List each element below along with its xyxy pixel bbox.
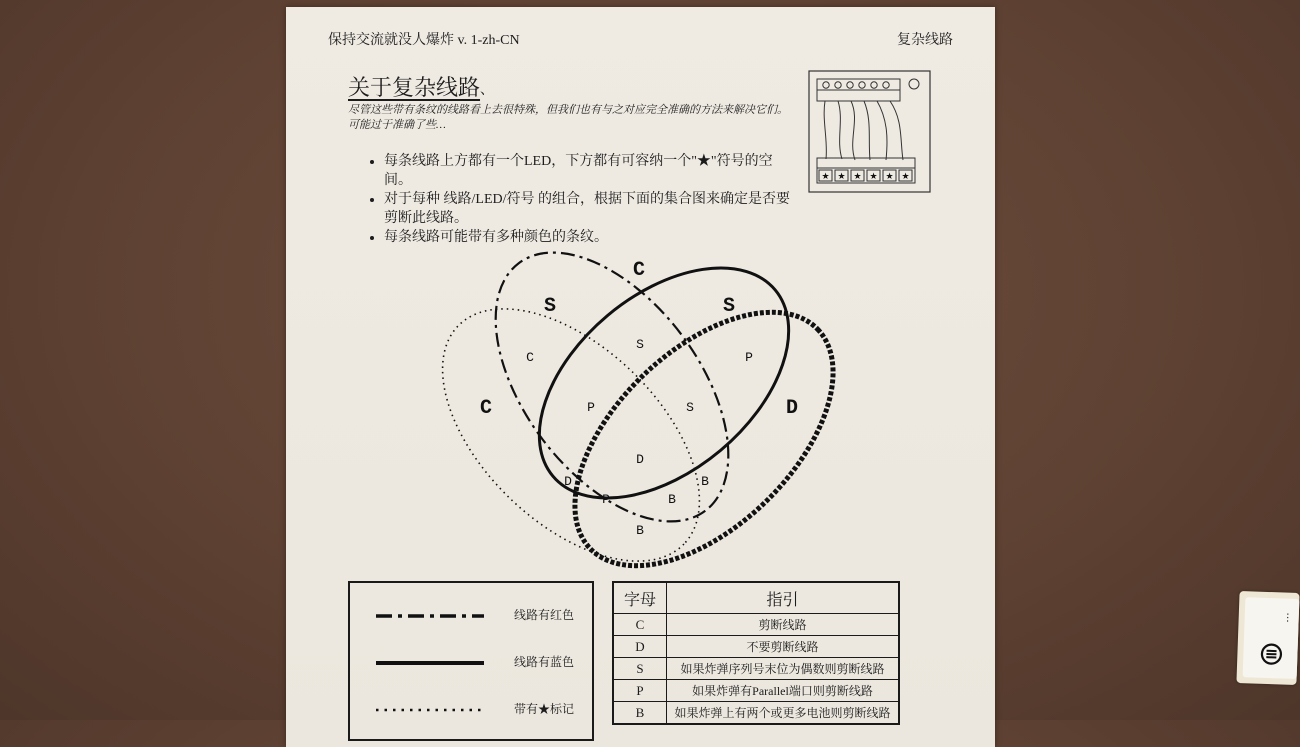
dash-dot-line-icon — [376, 614, 484, 618]
legend-box — [348, 581, 594, 741]
manual-title: 保持交流就没人爆炸 v. 1-zh-CN — [328, 33, 520, 48]
region-label: S — [543, 295, 557, 318]
rule-letter: D — [613, 636, 667, 658]
legend-label: 线路有蓝色 — [514, 655, 575, 669]
title-mark: 、 — [480, 82, 494, 98]
instruction-item: • 每条线路上方都有一个LED，下方都有可容纳一个"★"符号的空间。 — [384, 152, 796, 190]
region-label: C — [632, 259, 646, 282]
svg-text:★: ★ — [853, 172, 862, 182]
flavor-text: 尽管这些带有条纹的线路看上去很特殊，但我们也有与之对应完全准确的方法来解决它们。可能过于准确了些… — [348, 104, 788, 131]
side-card-face — [1243, 597, 1300, 679]
side-menu-card[interactable] — [1236, 591, 1299, 685]
section-title-text: 关于复杂线路 — [348, 75, 481, 100]
rule-instruction: 如果炸弹上有两个或更多电池则剪断线路 — [667, 702, 900, 725]
instruction-list — [364, 152, 796, 247]
region-label: P — [745, 350, 753, 365]
region-label: C — [526, 350, 534, 365]
table-row — [613, 702, 899, 725]
legend-label: 线路有红色 — [514, 608, 575, 622]
column-header-letter: 字母 — [613, 582, 667, 614]
rule-letter: S — [613, 658, 667, 680]
rule-letter: C — [613, 614, 667, 636]
led-set-outline — [529, 266, 879, 612]
svg-text:★: ★ — [837, 172, 846, 182]
region-label: P — [587, 400, 595, 415]
svg-text:★: ★ — [885, 172, 894, 182]
region-label: C — [479, 397, 493, 420]
rule-instruction: 如果炸弹有Parallel端口则剪断线路 — [667, 680, 900, 702]
solid-line-icon — [376, 661, 484, 665]
star-set-outline — [397, 263, 745, 608]
red-set-outline — [449, 211, 775, 563]
region-label: B — [668, 492, 676, 507]
rule-instruction: 不要剪断线路 — [667, 636, 900, 658]
instruction-item: • 每条线路可能带有多种颜色的条纹。 — [384, 228, 796, 247]
region-label: D — [636, 452, 644, 467]
rule-instruction: 如果炸弹序列号末位为偶数则剪断线路 — [667, 658, 900, 680]
region-label: B — [636, 523, 644, 538]
table-row — [613, 680, 899, 702]
complicated-wires-module-icon — [808, 70, 931, 193]
rules-table — [612, 581, 900, 725]
page-section: 复杂线路 — [897, 33, 953, 48]
region-label: D — [785, 397, 799, 420]
legend-item-red — [350, 600, 592, 630]
region-label: S — [686, 400, 694, 415]
column-header-instruction: 指引 — [667, 582, 900, 614]
rule-letter: B — [613, 702, 667, 725]
table-row — [613, 636, 899, 658]
table-row — [613, 614, 899, 636]
legend-item-blue — [350, 647, 592, 677]
card-dots: ⋮ — [1282, 612, 1293, 624]
rule-letter: P — [613, 680, 667, 702]
region-label: D — [564, 474, 572, 489]
table-row — [613, 658, 899, 680]
venn-diagram — [426, 247, 856, 577]
legend-item-star — [350, 694, 592, 724]
section-title — [348, 71, 480, 102]
region-label: P — [602, 492, 610, 507]
rule-instruction: 剪断线路 — [667, 614, 900, 636]
menu-icon[interactable] — [1260, 643, 1283, 666]
region-label: S — [722, 295, 736, 318]
region-label: S — [636, 337, 644, 352]
blue-set-outline — [496, 222, 831, 543]
svg-text:★: ★ — [869, 172, 878, 182]
region-label: B — [701, 474, 709, 489]
instruction-item: • 对于每种 线路/LED/符号 的组合，根据下面的集合图来确定是否要剪断此线路。 — [384, 190, 796, 228]
legend-label: 带有★标记 — [514, 702, 575, 716]
manual-page — [286, 7, 995, 747]
dotted-line-icon — [376, 708, 484, 712]
svg-text:★: ★ — [821, 172, 830, 182]
svg-text:★: ★ — [901, 172, 910, 182]
